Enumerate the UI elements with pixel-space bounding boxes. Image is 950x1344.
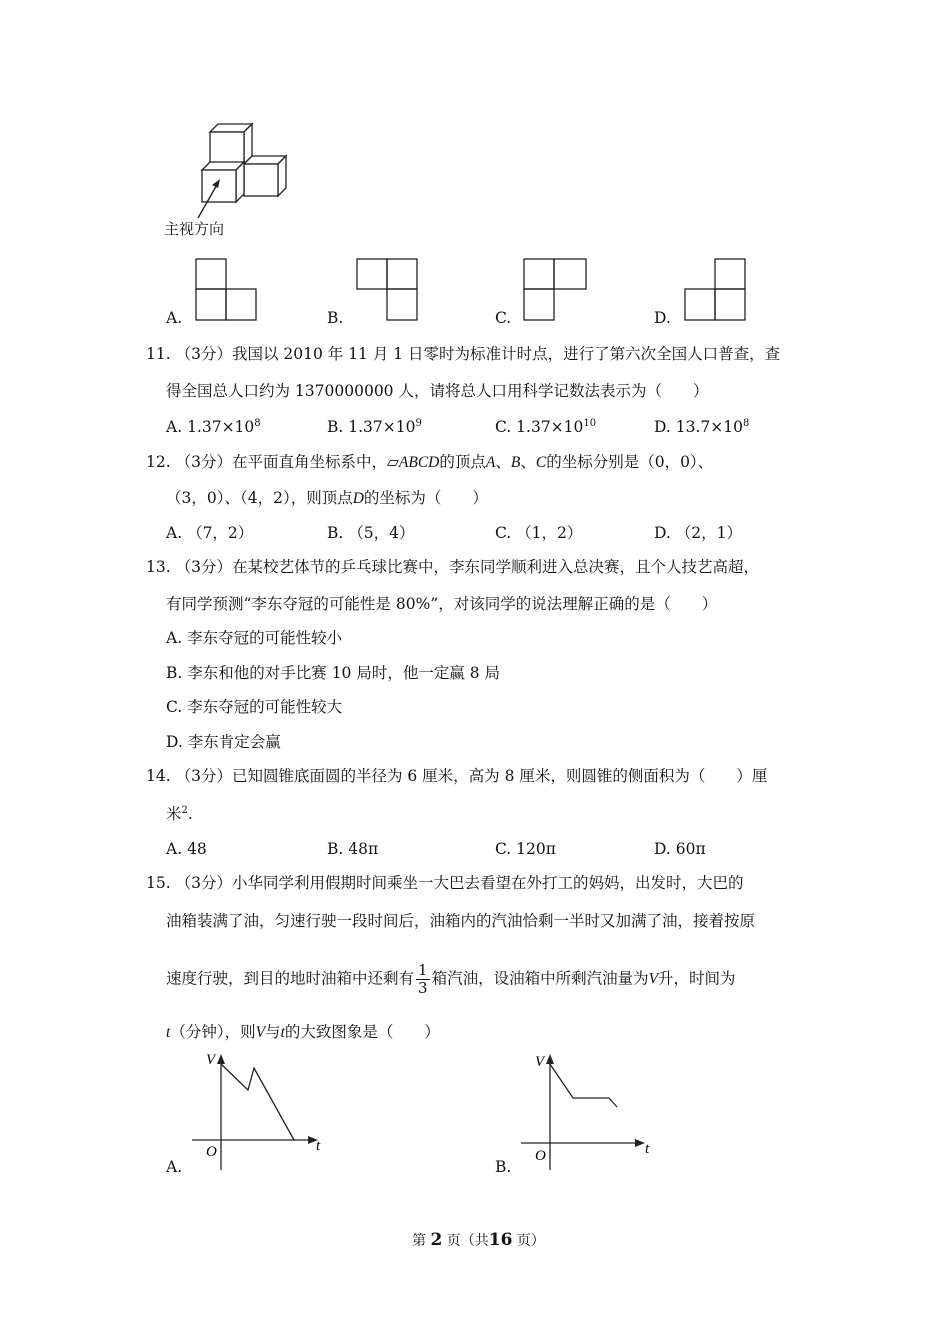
question-text: 的坐标分别是（0，0）、 [546,453,714,471]
option-exponent: 10 [583,417,597,429]
x-axis-label: t [316,1138,321,1154]
x-axis-label: t [645,1141,650,1157]
direction-label: 主视方向 [164,220,225,238]
option-b [166,663,500,683]
question-number: 13. [146,558,171,576]
question-text: 升，时间为 [658,969,736,988]
option-text: 李东夺冠的可能性较小 [187,629,343,647]
fraction [416,962,430,997]
option-label: C. [495,840,512,858]
question-14-line2 [166,804,193,824]
option-text: （2，1） [675,524,742,542]
question-score: （3分） [175,558,232,576]
view-option-a [195,258,259,322]
question-15-line3 [166,962,736,997]
parallelogram-symbol: ▱ [386,453,399,471]
cube-figure [160,118,300,223]
option-exponent: 8 [742,417,750,429]
view-option-d [684,258,748,322]
option-label: D. [654,309,671,327]
question-12 [146,452,713,473]
separator: 、 [495,453,511,471]
graph-b [521,1050,661,1175]
graph-a [192,1050,332,1175]
question-text: （3，0）、（4，2），则顶点 [166,489,353,507]
current-page: 2 [430,1230,443,1250]
option-label: B. [327,309,344,327]
question-15-line4 [166,1022,440,1043]
question-text: 在平面直角坐标系中， [231,453,387,471]
question-number: 14. [146,767,171,785]
option-label: B. [327,524,344,542]
option-exponent: 8 [254,417,261,429]
unit-exponent: 2 [181,804,188,816]
option-a [166,417,261,437]
option-text: 48π [348,840,379,858]
option-label: C. [495,418,512,436]
question-13 [146,557,759,577]
question-text: 小华同学利用假期时间乘坐一大巴去看望在外打工的妈妈，出发时，大巴的 [231,874,744,892]
page-footer [412,1230,545,1250]
question-text: 箱汽油，设油箱中所剩汽油量为 [431,969,649,988]
point-d: D [352,490,364,507]
question-number: 12. [146,453,171,471]
shape-name: ABCD [398,454,440,471]
option-text: 120π [516,840,556,858]
option-text: （5，4） [348,524,415,542]
footer-text: 页） [516,1233,545,1249]
question-15 [146,873,743,893]
option-c [495,417,596,437]
fraction-numerator: 1 [418,961,428,979]
view-option-b [356,258,420,322]
variable-t: t [280,1024,285,1041]
option-label: D. [166,733,183,751]
question-score: （3分） [175,453,232,471]
option-d [166,732,281,752]
question-text: 我国以 2010 年 11 月 1 日零时为标准计时点，进行了第六次全国人口普查，查 [231,345,781,363]
option-label: D. [654,840,671,858]
option-text: 李东夺冠的可能性较大 [187,698,343,716]
question-text: 的大致图象是（ ） [284,1023,440,1041]
question-text: 的坐标为（ ） [363,489,488,507]
option-label: B. [166,664,183,682]
option-label: C. [166,698,183,716]
option-a [166,839,207,859]
option-text: 48 [187,840,207,858]
question-score: （3分） [175,767,232,785]
option-label: A. [166,418,183,436]
question-14 [146,766,767,786]
fraction-denominator: 3 [418,979,428,997]
option-label: B. [327,840,344,858]
footer-text: 页（共 [446,1233,489,1249]
option-base: 13.7×10 [675,418,743,436]
graph-b-label: B. [495,1158,512,1176]
unit-text: 米 [166,805,182,823]
question-text: （分钟），则 [170,1023,256,1041]
option-c [166,697,342,717]
variable-v: V [255,1024,266,1041]
option-label: D. [654,524,671,542]
view-option-c [523,258,587,322]
footer-text: 第 [412,1233,426,1249]
question-13-line2: 有同学预测“李东夺冠的可能性是 80%”，对该同学的说法理解正确的是（ ） [166,595,718,613]
question-number: 11. [146,345,171,363]
option-c [495,523,582,543]
option-text: 李东和他的对手比赛 10 局时，他一定赢 8 局 [187,664,501,682]
question-text: 在某校艺体节的乒乓球比赛中，李东同学顺利进入总决赛，且个人技艺高超， [231,558,759,576]
question-12-line2 [166,488,488,509]
question-text: 与 [265,1023,281,1041]
option-label: D. [654,418,671,436]
question-11-line2: 得全国总人口约为 1370000000 人，请将总人口用科学记数法表示为（ ） [166,382,709,400]
option-label: A. [166,524,183,542]
option-label: B. [327,418,344,436]
option-base: 1.37×10 [348,418,416,436]
question-score: （3分） [175,345,232,363]
y-axis-label: V [206,1052,216,1068]
option-b [327,839,378,859]
option-label: C. [495,524,512,542]
variable-v: V [648,970,659,988]
option-label: C. [495,309,512,327]
option-d [654,417,749,437]
option-text: （1，2） [516,524,583,542]
origin-label: O [535,1148,546,1164]
question-11 [146,344,780,364]
option-d [654,523,742,543]
question-15-line2: 油箱装满了油，匀速行驶一段时间后，油箱内的汽油恰剩一半时又加满了油，接着按原 [166,912,756,930]
origin-label: O [206,1144,217,1160]
variable-t: t [166,1024,171,1041]
option-b [327,523,415,543]
option-label: A. [166,309,183,327]
graph-a-label: A. [166,1158,183,1176]
question-text: 速度行驶，到目的地时油箱中还剩有 [166,969,415,988]
option-text: 李东肯定会赢 [187,733,281,751]
option-base: 1.37×10 [187,418,255,436]
option-c [495,839,556,859]
option-exponent: 9 [415,417,422,429]
separator: 、 [520,453,536,471]
point-c: C [535,454,547,471]
period: . [187,805,193,823]
question-text: 的顶点 [439,453,486,471]
total-pages: 16 [488,1230,513,1250]
option-text: （7，2） [187,524,254,542]
option-label: A. [166,629,183,647]
point-b: B [510,454,521,471]
option-a [166,628,342,648]
point-a: A [485,454,496,471]
question-number: 15. [146,874,171,892]
y-axis-label: V [535,1054,545,1070]
option-base: 1.37×10 [516,418,584,436]
question-text: 已知圆锥底面圆的半径为 6 厘米，高为 8 厘米，则圆锥的侧面积为（ ）厘 [231,767,768,785]
option-a [166,523,253,543]
option-b [327,417,422,437]
option-d [654,839,706,859]
question-score: （3分） [175,874,232,892]
option-label: A. [166,840,183,858]
option-text: 60π [675,840,706,858]
